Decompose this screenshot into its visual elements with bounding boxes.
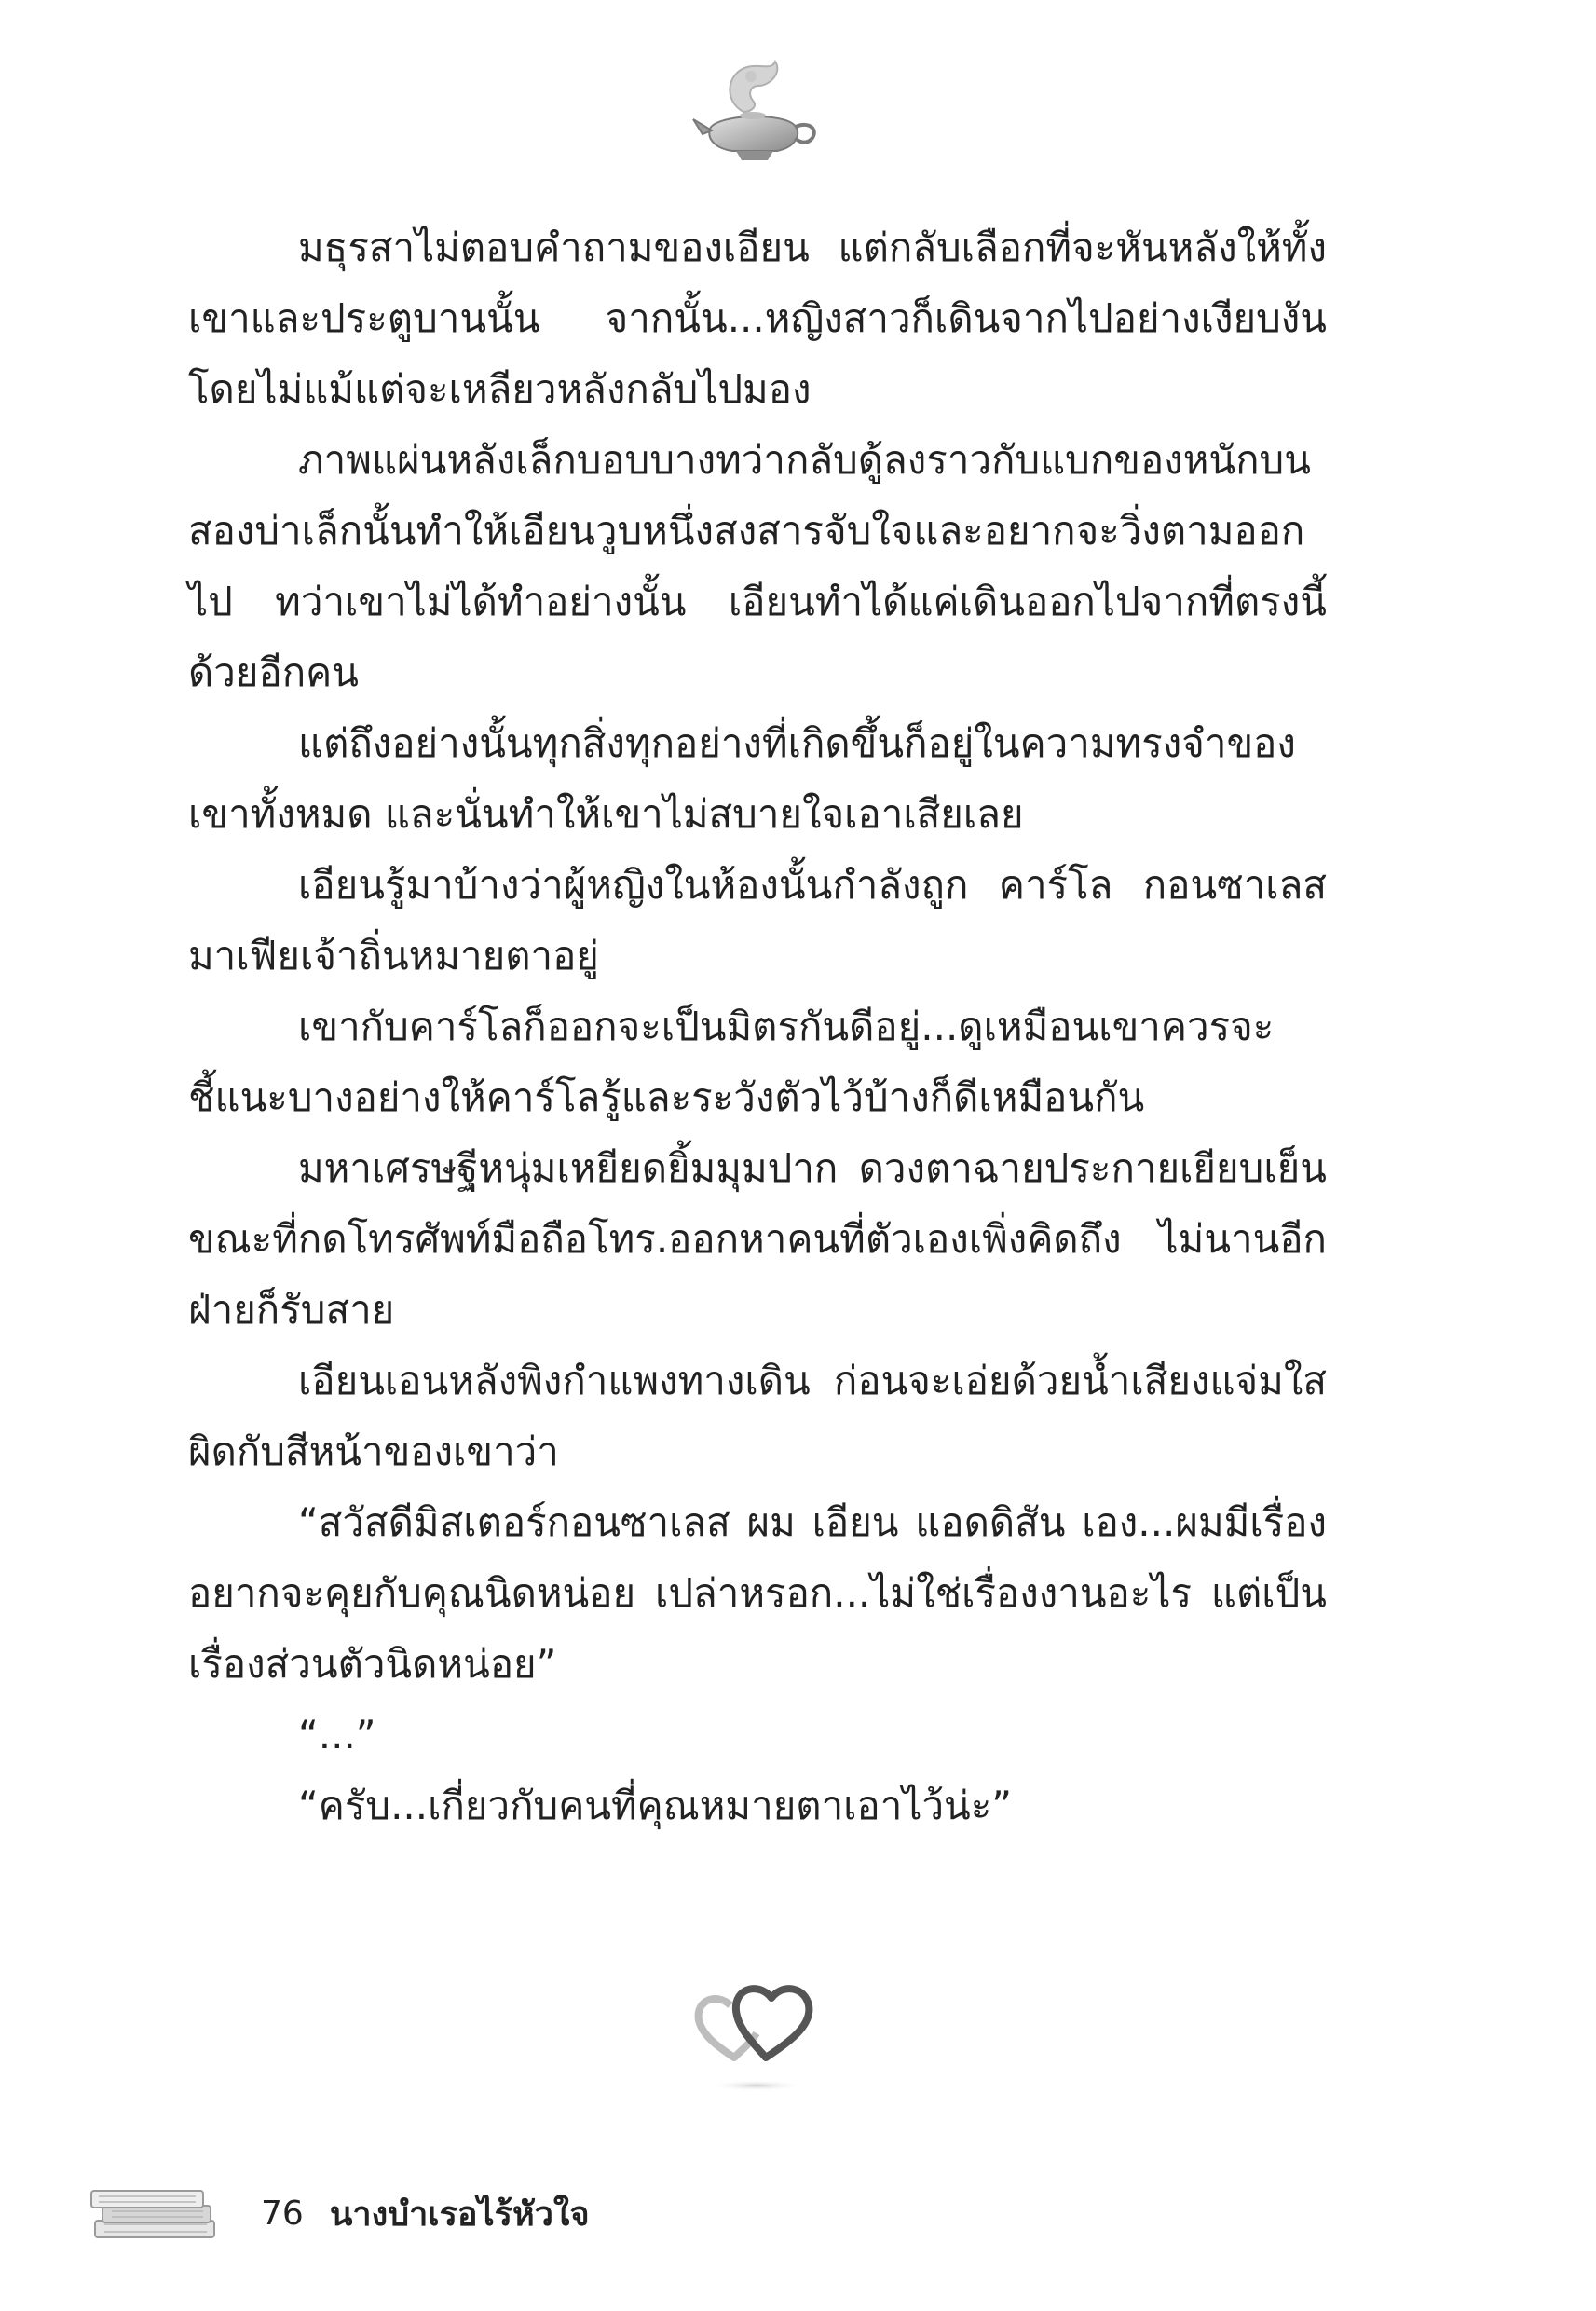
paragraph: เอียนรู้มาบ้างว่าผู้หญิงในห้องนั้นกำลังถูก คาร์โล กอนซาเลส มาเฟียเจ้าถิ่นหมายตาอยู่ [188, 862, 1327, 978]
paragraph: เขากับคาร์โลก็ออกจะเป็นมิตรกันดีอยู่...ดูเหมือนเขาควรจะชี้แนะบางอย่างให้คาร์โลรู้และระวังตัวไว้บ้างก็ดีเหมือนกัน [188, 1004, 1275, 1120]
chapter-body [188, 212, 1327, 1841]
paragraph: “ครับ...เกี่ยวกับคนที่คุณหมายตาเอาไว้น่ะ” [298, 1783, 1013, 1828]
paragraph: แต่ถึงอย่างนั้นทุกสิ่งทุกอย่างที่เกิดขึ้นก็อยู่ในความทรงจำของเขาทั้งหมด และนั่นทำให้เขาไม่สบายใจเอาเสียเลย [188, 720, 1296, 837]
page-number: 76 [261, 2194, 304, 2233]
paragraph: เอียนเอนหลังพิงกำแพงทางเดิน ก่อนจะเอ่ยด้วยน้ำเสียงแจ่มใสผิดกับสีหน้าของเขาว่า [188, 1358, 1327, 1474]
book-stack-icon [86, 2183, 225, 2243]
paragraph: ภาพแผ่นหลังเล็กบอบบางทว่ากลับดู้ลงราวกับแบกของหนักบนสองบ่าเล็กนั้นทำให้เอียนวูบหนึ่งสงสารจับใจและอยากจะวิ่งตามออกไป ทว่าเขาไม่ได้ทำอย่างนั้น เอียนทำได้แค่เดินออกไปจากที่ตรงนี้ด้วยอีกคน [188, 437, 1327, 695]
paragraph: มหาเศรษฐีหนุ่มเหยียดยิ้มมุมปาก ดวงตาฉายประกายเยียบเย็นขณะที่กดโทรศัพท์มือถือโทร.ออกหาคนที่ตัวเองเพิ่งคิดถึง ไม่นานอีกฝ่ายก็รับสาย [188, 1145, 1327, 1333]
page-footer [86, 2181, 590, 2246]
book-title: นางบำเรอไร้หัวใจ [329, 2195, 590, 2234]
linked-hearts-icon [686, 1968, 825, 2099]
genie-lamp-icon [686, 54, 825, 166]
paragraph: “สวัสดีมิสเตอร์กอนซาเลส ผม เอียน แอดดิสัน เอง...ผมมีเรื่องอยากจะคุยกับคุณนิดหน่อย เปล่าหรอก...ไม่ใช่เรื่องงานอะไร แต่เป็นเรื่องส่วนตัวนิดหน่อย” [188, 1499, 1327, 1687]
paragraph: มธุรสาไม่ตอบคำถามของเอียน แต่กลับเลือกที่จะหันหลังให้ทั้งเขาและประตูบานนั้น จากนั้น...หญิงสาวก็เดินจากไปอย่างเงียบงันโดยไม่แม้แต่จะเหลียวหลังกลับไปมอง [188, 225, 1327, 412]
paragraph: “...” [298, 1712, 376, 1757]
